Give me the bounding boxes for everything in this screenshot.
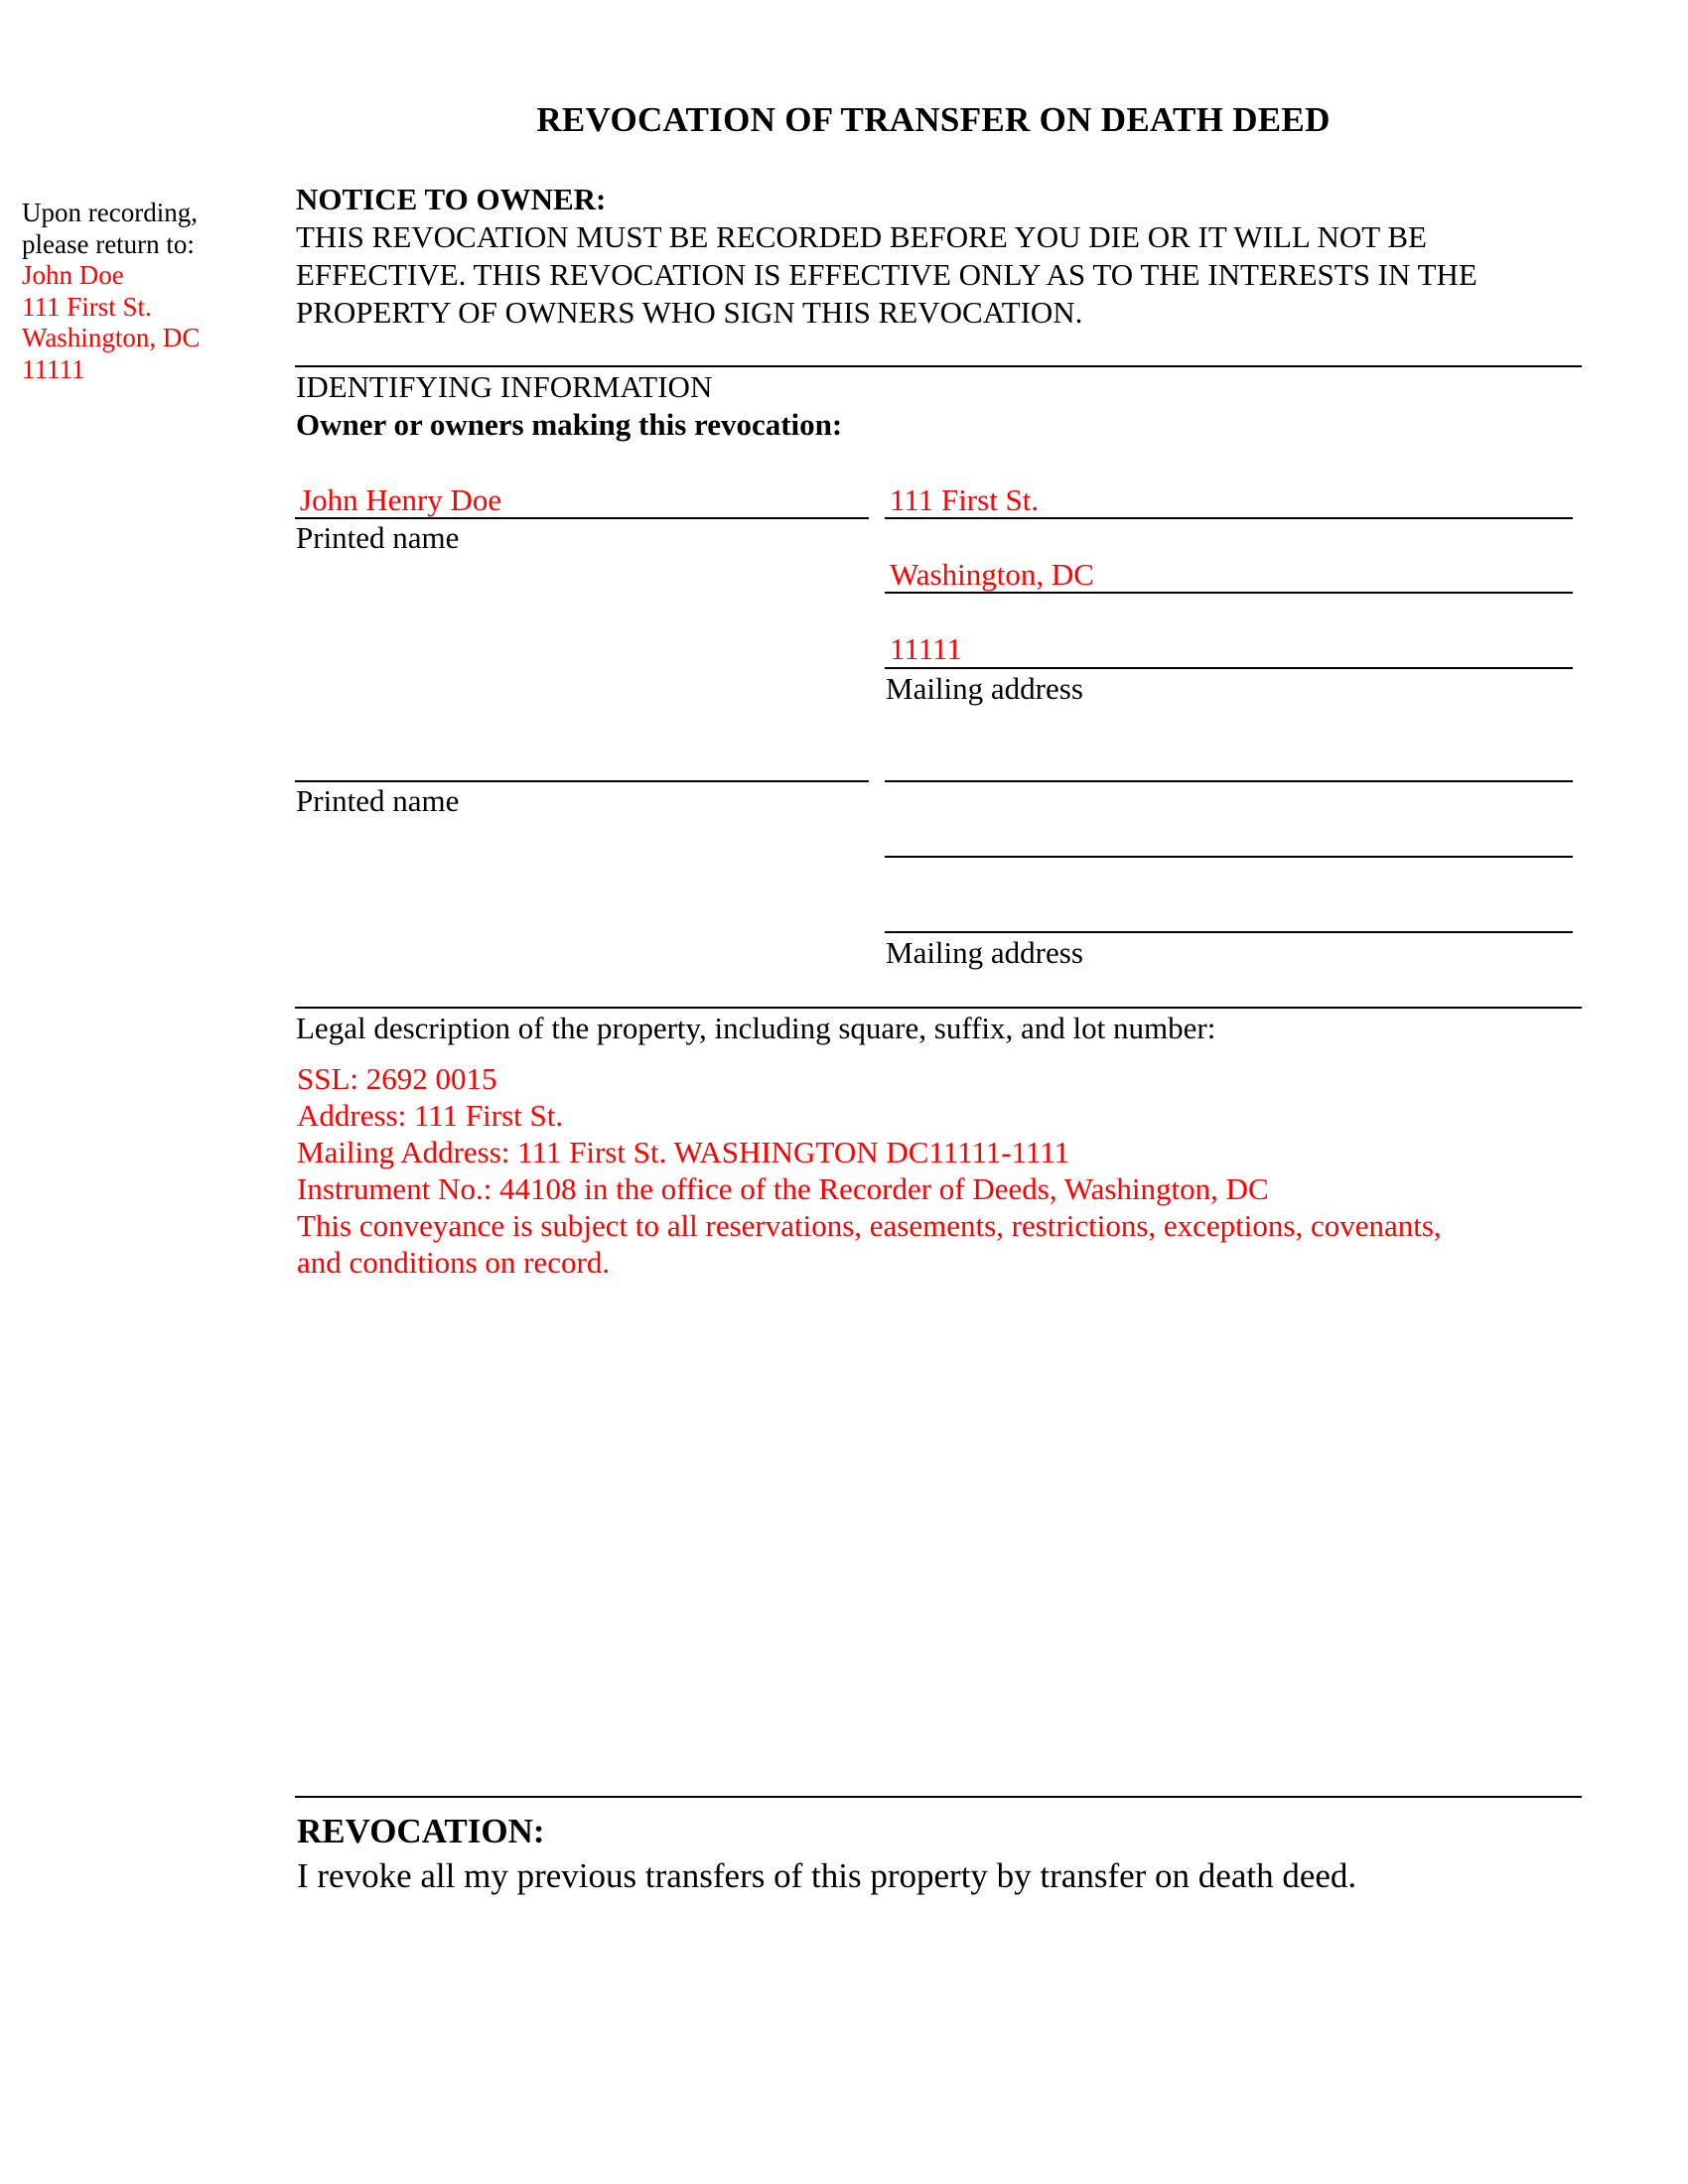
- owner1-name-field[interactable]: John Henry Doe: [300, 482, 502, 517]
- notice-line: EFFECTIVE. THIS REVOCATION IS EFFECTIVE ONLY AS TO THE INTERESTS IN THE: [296, 257, 1477, 292]
- owner2-name-line: [295, 780, 869, 782]
- legal-line-instrument: Instrument No.: 44108 in the office of the Recorder of Deeds, Washington, DC: [297, 1171, 1269, 1206]
- revocation-heading: REVOCATION:: [297, 1812, 545, 1850]
- notice-to-owner: [296, 181, 1587, 332]
- identifying-section-label: IDENTIFYING INFORMATION: [296, 369, 713, 404]
- notice-line: THIS REVOCATION MUST BE RECORDED BEFORE YOU DIE OR IT WILL NOT BE: [296, 219, 1427, 254]
- owner1-address-line2-field[interactable]: Washington, DC: [890, 557, 1094, 592]
- owner1-name-line: [295, 517, 869, 519]
- return-to-street: 111 First St.: [22, 291, 152, 322]
- owner1-address-line3-field[interactable]: 11111: [890, 631, 962, 666]
- notice-line: PROPERTY OF OWNERS WHO SIGN THIS REVOCATION.: [296, 295, 1083, 330]
- return-to-block: [22, 198, 200, 385]
- notice-heading: NOTICE TO OWNER:: [296, 182, 607, 216]
- return-to-name: John Doe: [22, 260, 124, 290]
- legal-line-ssl: SSL: 2692 0015: [297, 1061, 497, 1096]
- legal-line-conveyance: This conveyance is subject to all reservations, easements, restrictions, exceptions, covenants,: [297, 1208, 1442, 1243]
- return-to-label-line: please return to:: [22, 228, 195, 259]
- return-to-label-line: Upon recording,: [22, 198, 198, 227]
- owner1-address-line1-rule: [885, 517, 1573, 519]
- owner2-address-line3-rule: [885, 931, 1573, 933]
- owner2-name-caption: Printed name: [296, 783, 460, 818]
- owner2-address-line1-rule: [885, 780, 1573, 782]
- owner2-address-line2-rule: [885, 856, 1573, 858]
- section-divider: [295, 1007, 1582, 1009]
- return-to-zip: 11111: [22, 353, 85, 384]
- return-to-city: Washington, DC: [22, 323, 201, 352]
- section-divider: [295, 365, 1582, 367]
- legal-description-label: Legal description of the property, including square, suffix, and lot number:: [296, 1011, 1216, 1045]
- legal-line-address: Address: 111 First St.: [297, 1098, 564, 1133]
- owner1-address-caption: Mailing address: [886, 671, 1083, 706]
- owner1-address-line2-rule: [885, 592, 1573, 594]
- legal-line-conveyance-cont: and conditions on record.: [297, 1245, 611, 1280]
- revocation-text: I revoke all my previous transfers of this property by transfer on death deed.: [297, 1856, 1357, 1895]
- section-divider: [295, 1796, 1582, 1798]
- owner1-name-caption: Printed name: [296, 520, 460, 555]
- document-title: REVOCATION OF TRANSFER ON DEATH DEED: [536, 100, 1331, 139]
- owners-label: Owner or owners making this revocation:: [296, 407, 843, 442]
- legal-line-mailing-address: Mailing Address: 111 First St. WASHINGTON DC11111-1111: [297, 1135, 1070, 1169]
- legal-description-block: [297, 1060, 1442, 1281]
- owner2-address-caption: Mailing address: [886, 935, 1083, 970]
- owner1-address-line3-rule: [885, 667, 1573, 669]
- owner1-address-line1-field[interactable]: 111 First St.: [890, 482, 1040, 517]
